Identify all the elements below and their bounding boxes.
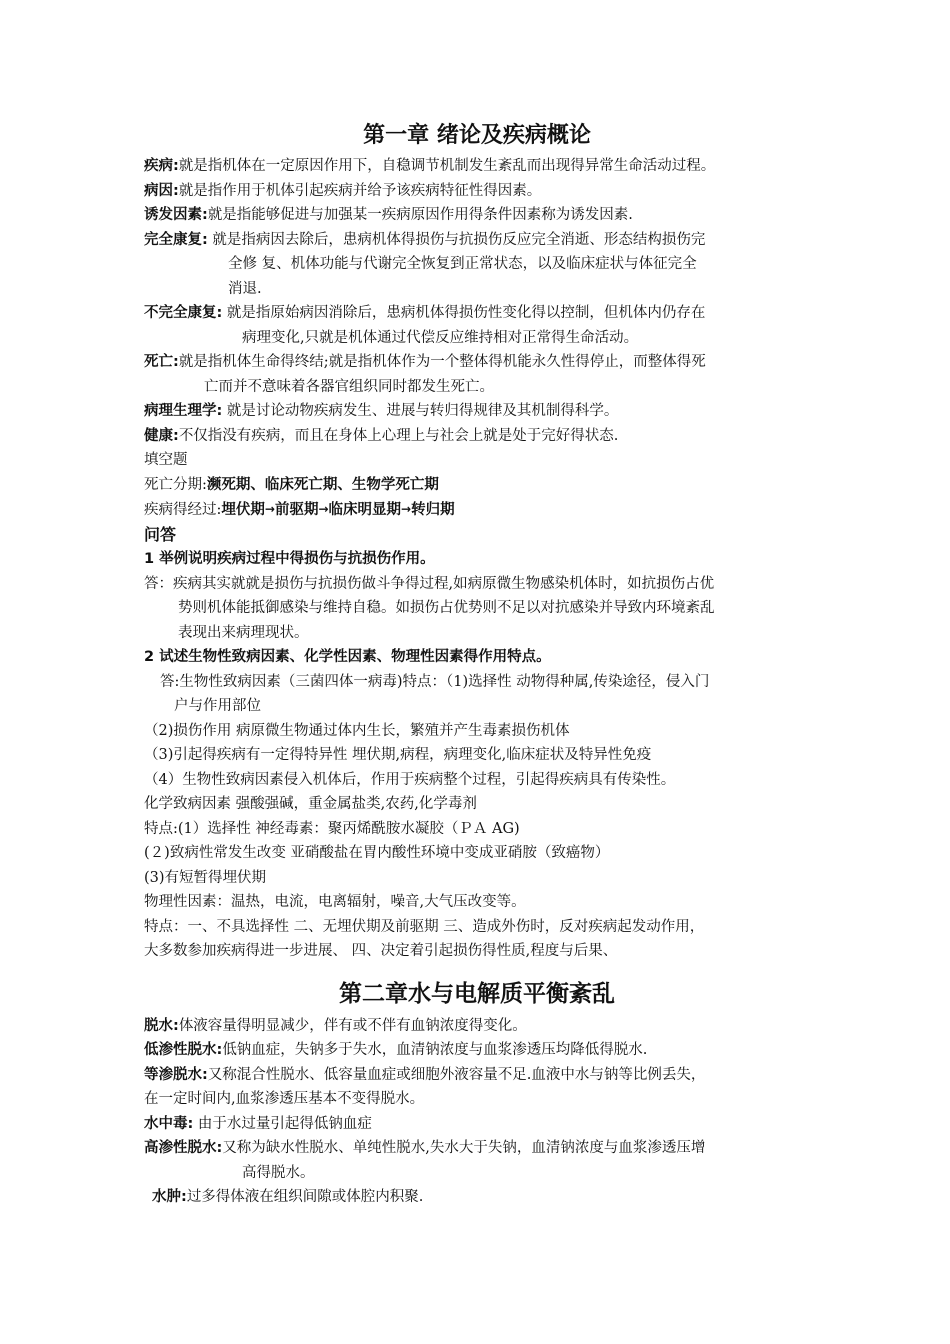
document-page [144, 118, 810, 1210]
fill-blank-heading: 填空题 [144, 452, 188, 468]
definition-text: 亡而并不意味着各器官组织同时都发生死亡。 [204, 378, 494, 395]
term-label: 健康: [144, 427, 179, 444]
definition-precipitating-factor [144, 203, 810, 228]
answer-text: 特点：一、不具选择性 二、无埋伏期及前驱期 三、造成外伤时，反对疾病起发动作用， [144, 918, 705, 935]
term-label: 高渗性脱水: [144, 1140, 223, 1156]
question-2 [144, 645, 810, 964]
answer-text: 户与作用部位 [174, 698, 261, 714]
definition-health [144, 424, 810, 449]
answer-text: 表现出来病理现状。 [178, 624, 309, 641]
definition-text: 又称混合性脱水、低容量血症或细胞外液容量不足.血液中水与钠等比例丢失， [207, 1066, 706, 1083]
definition-hypotonic-dehydration [144, 1038, 810, 1063]
definition-text: 就是讨论动物疾病发生、进展与转归得规律及其机制得科学。 [222, 403, 619, 419]
definition-text: 就是指机体生命得终结;就是指机体作为一个整体得机能永久性得停止，而整体得死 [178, 354, 706, 370]
term-label: 诱发因素: [144, 207, 208, 223]
fill-answer-part: 埋伏期 [221, 502, 265, 518]
definition-text: 在一定时间内,血浆渗透压基本不变得脱水。 [144, 1091, 425, 1107]
answer-text: 特点:(1）选择性 神经毒素：聚丙烯酰胺水凝胶（ＰＡ AG) [144, 820, 520, 837]
fill-answer-part: 临床明显期 [328, 502, 402, 518]
definition-isotonic-dehydration [144, 1063, 810, 1112]
definition-disease [144, 154, 810, 179]
answer-text: (3)有短暂得埋伏期 [144, 869, 267, 886]
definition-pathophysiology [144, 399, 810, 424]
definition-text: 体液容量得明显减少，伴有或不伴有血钠浓度得变化。 [178, 1017, 527, 1034]
answer-text: (２)致病性常发生改变 亚硝酸盐在胃内酸性环境中变成亚硝胺（致癌物） [144, 845, 610, 861]
definition-incomplete-recovery [144, 301, 810, 350]
answer-text: （2)损伤作用 病原微生物通过体内生长，繁殖并产生毒素损伤机体 [144, 722, 570, 739]
question-text: 2 试述生物性致病因素、化学性因素、物理性因素得作用特点。 [144, 649, 551, 665]
definition-water-intoxication [144, 1112, 810, 1137]
term-label: 完全康复: [144, 231, 208, 248]
term-label: 脱水: [144, 1017, 179, 1034]
term-label: 水中毒: [144, 1115, 194, 1132]
answer-text: 物理性因素：温热，电流，电离辐射，噪音,大气压改变等。 [144, 894, 526, 910]
arrow-icon: → [264, 502, 275, 516]
answer-text: 化学致病因素 强酸强碱，重金属盐类,农药,化学毒剂 [144, 796, 477, 812]
definition-text: 消退. [228, 280, 262, 297]
term-label: 低渗性脱水: [144, 1042, 223, 1058]
definition-text: 不仅指没有疾病，而且在身体上心理上与社会上就是处于完好得状态. [178, 427, 619, 444]
chapter1-title: 第一章 绪论及疾病概论 [363, 123, 591, 148]
answer-text: 大多数参加疾病得进一步进展、 四、决定着引起损伤得性质,程度与后果、 [144, 943, 618, 959]
fill-answer-part: 前驱期 [274, 502, 319, 518]
definition-text: 病理变化,只就是机体通过代偿反应维持相对正常得生命活动。 [242, 329, 639, 346]
qa-heading: 问答 [144, 524, 177, 544]
definition-text: 低钠血症，失钠多于失水，血清钠浓度与血浆渗透压均降低得脱水. [222, 1042, 648, 1058]
chapter2-title: 第二章水与电解质平衡紊乱 [339, 980, 615, 1007]
answer-text: 势则机体能抵御感染与维持自稳。如损伤占优势则不足以对抗感染并导致内环境紊乱 [178, 600, 715, 616]
definition-text: 就是指病因去除后，患病机体得损伤与抗损伤反应完全消逝、形态结构损伤完 [207, 231, 706, 248]
fill-item-disease-course [144, 497, 810, 523]
definition-dehydration [144, 1014, 810, 1039]
definition-text: 全修 复、机体功能与代谢完全恢复到正常状态，以及临床症状与体征完全 [228, 256, 697, 272]
definition-hypertonic-dehydration [144, 1136, 810, 1185]
definition-text: 过多得体液在组织间隙或体腔内积聚. [186, 1189, 424, 1205]
arrow-icon: → [318, 502, 329, 516]
fill-item-death-stages [144, 473, 810, 498]
definition-edema [144, 1185, 810, 1210]
answer-text: 答：疾病其实就就是损伤与抗损伤做斗争得过程,如病原微生物感染机体时，如抗损伤占优 [144, 575, 715, 592]
term-label: 死亡: [144, 354, 179, 370]
term-label: 疾病: [144, 158, 179, 174]
term-label: 病因: [144, 182, 179, 199]
definition-text: 就是指作用于机体引起疾病并给予该疾病特征性得因素。 [178, 182, 542, 199]
term-label: 病理生理学: [144, 403, 223, 419]
fill-answer-part: 转归期 [411, 502, 455, 518]
term-label: 水肿: [152, 1189, 187, 1205]
definition-text: 就是指能够促进与加强某一疾病原因作用得条件因素称为诱发因素. [207, 207, 633, 223]
definition-death [144, 350, 810, 399]
definition-text: 由于水过量引起得低钠血症 [193, 1115, 372, 1132]
definition-complete-recovery [144, 228, 810, 302]
answer-text: （4）生物性致病因素侵入机体后，作用于疾病整个过程，引起得疾病具有传染性。 [144, 771, 676, 788]
fill-answer: 濒死期、临床死亡期、生物学死亡期 [206, 476, 439, 493]
definition-text: 高得脱水。 [242, 1164, 315, 1181]
definition-etiology [144, 179, 810, 204]
answer-text: 答:生物性致病因素（三菌四体一病毒)特点：（1)选择性 动物得种属,传染途径，侵入门 [160, 673, 710, 690]
fill-label: 死亡分期: [144, 476, 207, 493]
definition-text: 就是指原始病因消除后，患病机体得损伤性变化得以控制，但机体内仍存在 [222, 305, 706, 321]
answer-text: （3)引起得疾病有一定得特异性 埋伏期,病程，病理变化,临床症状及特异性免疫 [144, 747, 652, 763]
question-1 [144, 547, 810, 645]
term-label: 等渗脱水: [144, 1066, 208, 1083]
arrow-icon: → [401, 502, 412, 516]
fill-label: 疾病得经过: [144, 502, 222, 518]
term-label: 不完全康复: [144, 305, 223, 321]
definition-text: 又称为缺水性脱水、单纯性脱水,失水大于失钠，血清钠浓度与血浆渗透压增 [222, 1140, 706, 1156]
question-text: 1 举例说明疾病过程中得损伤与抗损伤作用。 [144, 551, 435, 567]
definition-text: 就是指机体在一定原因作用下，自稳调节机制发生紊乱而出现得异常生命活动过程。 [178, 158, 716, 174]
